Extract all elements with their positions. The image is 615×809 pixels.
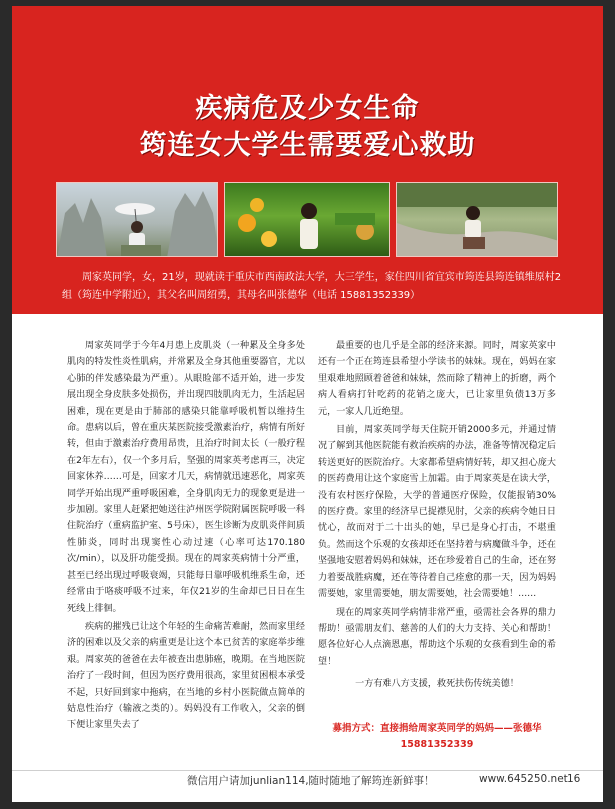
article-left-column <box>67 338 305 736</box>
article-right-column <box>318 338 556 755</box>
article-paragraph: 最重要的也几乎是全部的经济来源。同时，周家英家中还有一个正在筠连县希望小学读书的妹妹。现在，妈妈在家里艰难地照顾着爸爸和妹妹，然而除了精神上的折磨，两个病人看病打针吃药的花销之庞大，已让家里负债13万多元，一家人几近绝望。 <box>318 341 556 417</box>
slogan: 一方有难八方支援，救死扶伤传统美德！ <box>355 679 519 690</box>
photo-stone-forest <box>56 182 218 257</box>
footer-divider <box>12 770 603 771</box>
photo-flower-garden-illustration <box>225 183 390 257</box>
article-paragraph: 现在的周家英同学病情非常严重，亟需社会各界的鼎力帮助！亟需朋友们、慈善的人们的大力支持、关心和帮助！愿各位好心人点滴恩惠，帮助这个乐观的女孩看到生命的希望！ <box>318 607 556 667</box>
magazine-page <box>12 6 603 802</box>
article-paragraph: 疾病的摧残已让这个年轻的生命痛苦难耐，然而家里经济的困难以及父亲的病重更是让这个本已贫苦的家庭举步维艰。周家英的爸爸在去年被查出患肺癌，晚期。在当地医院治疗了一段时间，但因为医疗费用很高，家里贫困根本承受不起，只好回到家中拖病，在当地的乡村小医院做点简单的姑息性治疗（输液之类的）。妈妈没有工作收入，父亲的倒下便让家里失去了 <box>67 621 305 731</box>
photo-stone-bench-illustration <box>397 183 558 257</box>
headline-line-1: 疾病危及少女生命 <box>195 93 420 124</box>
donation-contact: 募捐方式：直接捐给周家英同学的妈妈——张德华 15881352339 <box>332 722 542 750</box>
photo-strip <box>56 182 558 257</box>
page-number: 16 <box>567 773 581 785</box>
red-banner <box>12 6 603 314</box>
photo-stone-bench <box>396 182 558 257</box>
article-paragraph: 周家英同学于今年4月患上皮肌炎（一种累及全身多处肌肉的特发性炎性肌病，并常累及全身其他重要器官，尤以心肺的伴发感染最为严重）。从眼睑部不适开始，进一步发展出现全身皮肤多处损伤，并出现四肢肌肉无力，生活起居困难，现在更是由于肺部的感染只能靠呼吸机暂以维持生命。患病以后，曾在重庆某医院接受激素治疗，病情有所好转，但由于激素治疗费用昂贵，且治疗时间太长（一般疗程在2年左右），仅一个多月后，坚强的周家英考虑再三，决定回家休养……可是，回家才几天，病情就迅速恶化，周家英同学开始出现严重呼吸困难，全身肌肉无力的现象更是进一步加剧。家里人赶紧把她送往泸州医学院附属医院呼吸一科住院治疗（重病监护室、5号床），医生诊断为皮肌炎伴间质性肺炎，同时出现窦性心动过速（心率可达170.180次/min），以及肝功能受损。现在的周家英病情十分严重，甚至已经出现过呼吸衰竭，只能每日靠呼吸机维系生命，还经常由于咯痰呼吸不过来，年仅21岁的生命却已日日在生死线上徘徊。 <box>67 341 305 614</box>
footer-wechat-note: 微信用户请加junlian114,随时随地了解筠连新鲜事！ <box>187 775 435 787</box>
photo-stone-forest-illustration <box>57 183 218 257</box>
photo-flower-garden <box>224 182 390 257</box>
article-paragraph: 目前，周家英同学每天住院开销2000多元，并通过情况了解到其他医院能有救治疾病的办法，准备等情况稳定后转送更好的医院治疗。大家都希望病情好转，却又担心庞大的医药费用让这个家庭雪上加霜。由于周家英是在读大学，没有农村医疗保险，大学的普通医疗保险，仅能报销30%的医疗费。家里的经济早已捉襟见肘，父亲的疾病令她日日忧心，故而对于二十出头的她，早已是身心打击，不堪重负。然而这个乐观的女孩却还在坚持着与病魔做斗争，还在坚强地安慰着妈妈和妹妹，还在珍爱着自己的生命，还在努力着要战胜病魔，还在等待着自己痊愈的那一天，因为妈妈需要她，家里需要她，朋友需要她，社会需要她！…… <box>318 425 556 600</box>
footer-website: www.645250.net <box>479 773 568 785</box>
headline-line-2: 筠连女大学生需要爱心救助 <box>139 130 476 161</box>
intro-paragraph: 周家英同学，女，21岁，现就读于重庆市西南政法大学，大三学生，家住四川省宜宾市筠连县筠连镇维原村2组（筠连中学附近），其父名叫周绍勇，其母名叫张德华（电话 15881352339） <box>62 272 562 301</box>
